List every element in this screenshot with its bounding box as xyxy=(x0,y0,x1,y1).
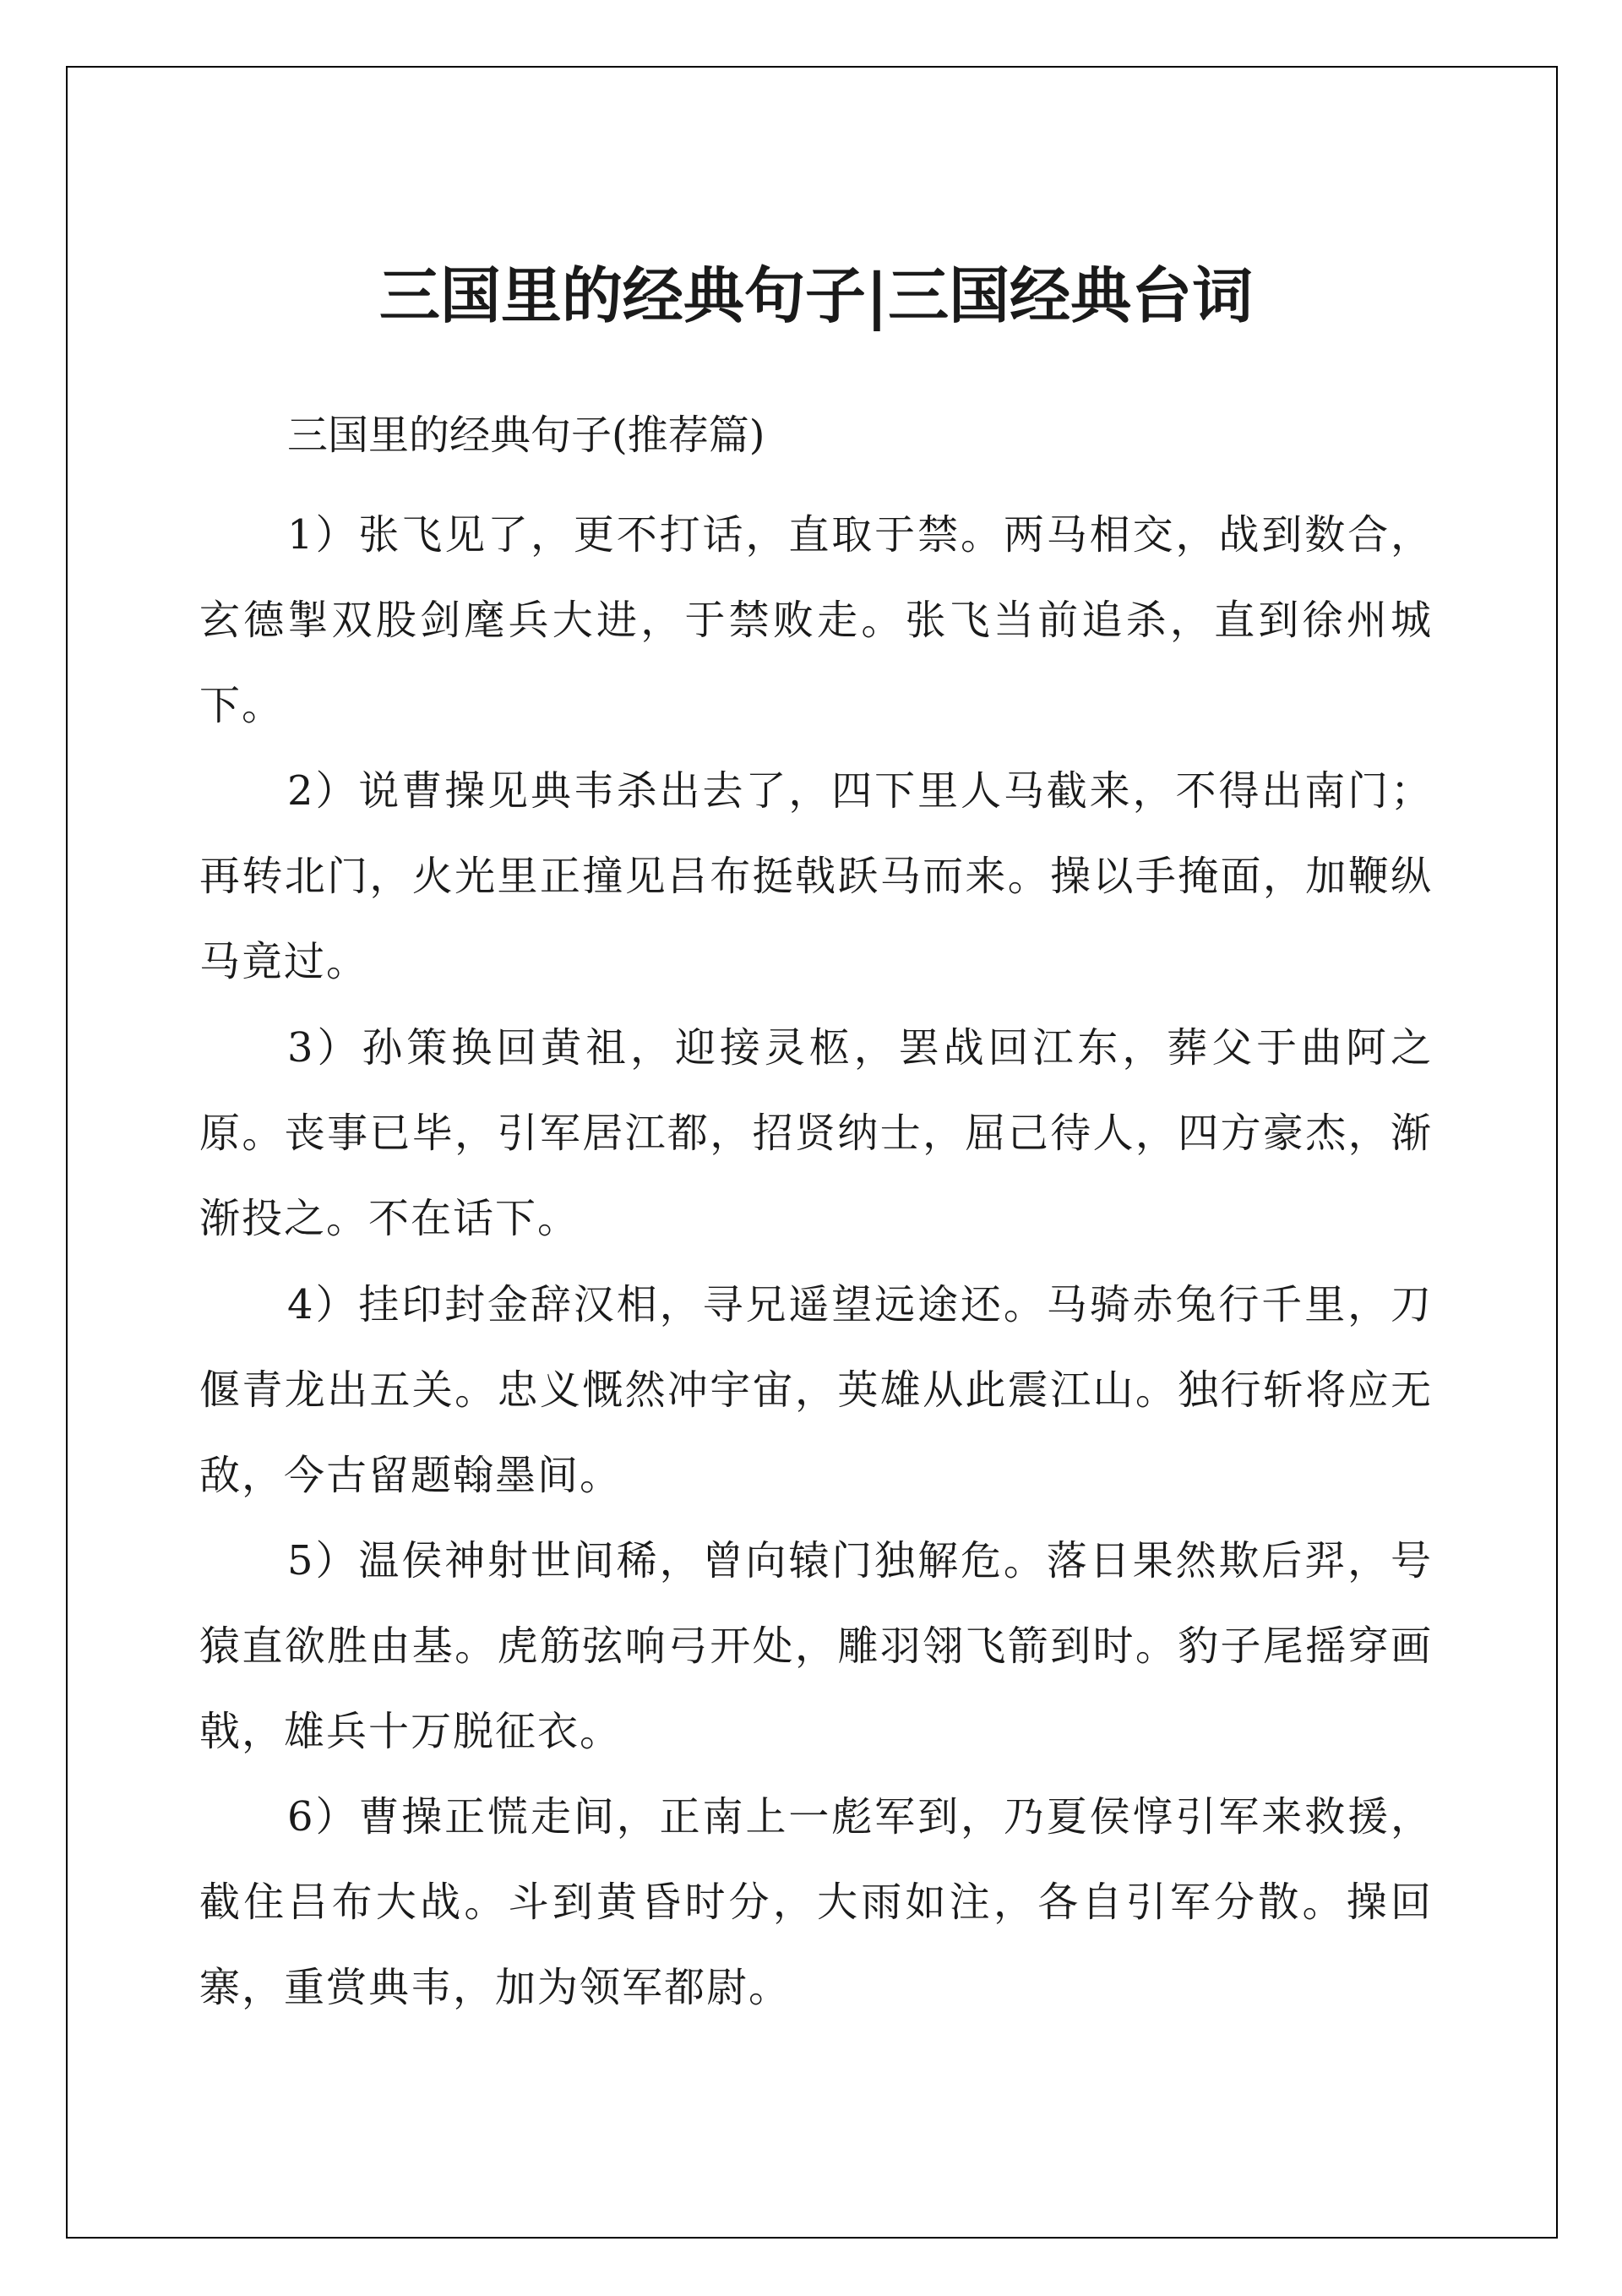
quote-paragraph: 4）挂印封金辞汉相，寻兄遥望远途还。马骑赤兔行千里，刀偃青龙出五关。忠义慨然冲宇宙，英雄从此震江山。独行斩将应无敌，今古留题翰墨间。 xyxy=(199,1281,1433,1499)
quote-paragraph: 3）孙策换回黄祖，迎接灵柩，罢战回江东，葬父于曲阿之原。丧事已毕，引军居江都，招贤纳士，屈己待人，四方豪杰，渐渐投之。不在话下。 xyxy=(199,1024,1433,1242)
quote-paragraph: 2）说曹操见典韦杀出去了，四下里人马截来，不得出南门；再转北门，火光里正撞见吕布挺戟跃马而来。操以手掩面，加鞭纵马竟过。 xyxy=(199,767,1433,985)
document-title: 三国里的经典句子|三国经典台词 xyxy=(378,259,1254,331)
quote-paragraph: 6）曹操正慌走间，正南上一彪军到，乃夏侯惇引军来救援，截住吕布大战。斗到黄昏时分，大雨如注，各自引军分散。操回寨，重赏典韦，加为领军都尉。 xyxy=(199,1793,1433,2011)
quote-paragraph: 5）温侯神射世间稀，曾向辕门独解危。落日果然欺后羿，号猿直欲胜由基。虎筋弦响弓开处，雕羽翎飞箭到时。豹子尾摇穿画戟，雄兵十万脱征衣。 xyxy=(199,1537,1433,1755)
quote-paragraph: 1）张飞见了，更不打话，直取于禁。两马相交，战到数合，玄德掣双股剑麾兵大进，于禁败走。张飞当前追杀，直到徐州城下。 xyxy=(199,511,1433,729)
document-subtitle: 三国里的经典句子(推荐篇) xyxy=(287,412,765,459)
